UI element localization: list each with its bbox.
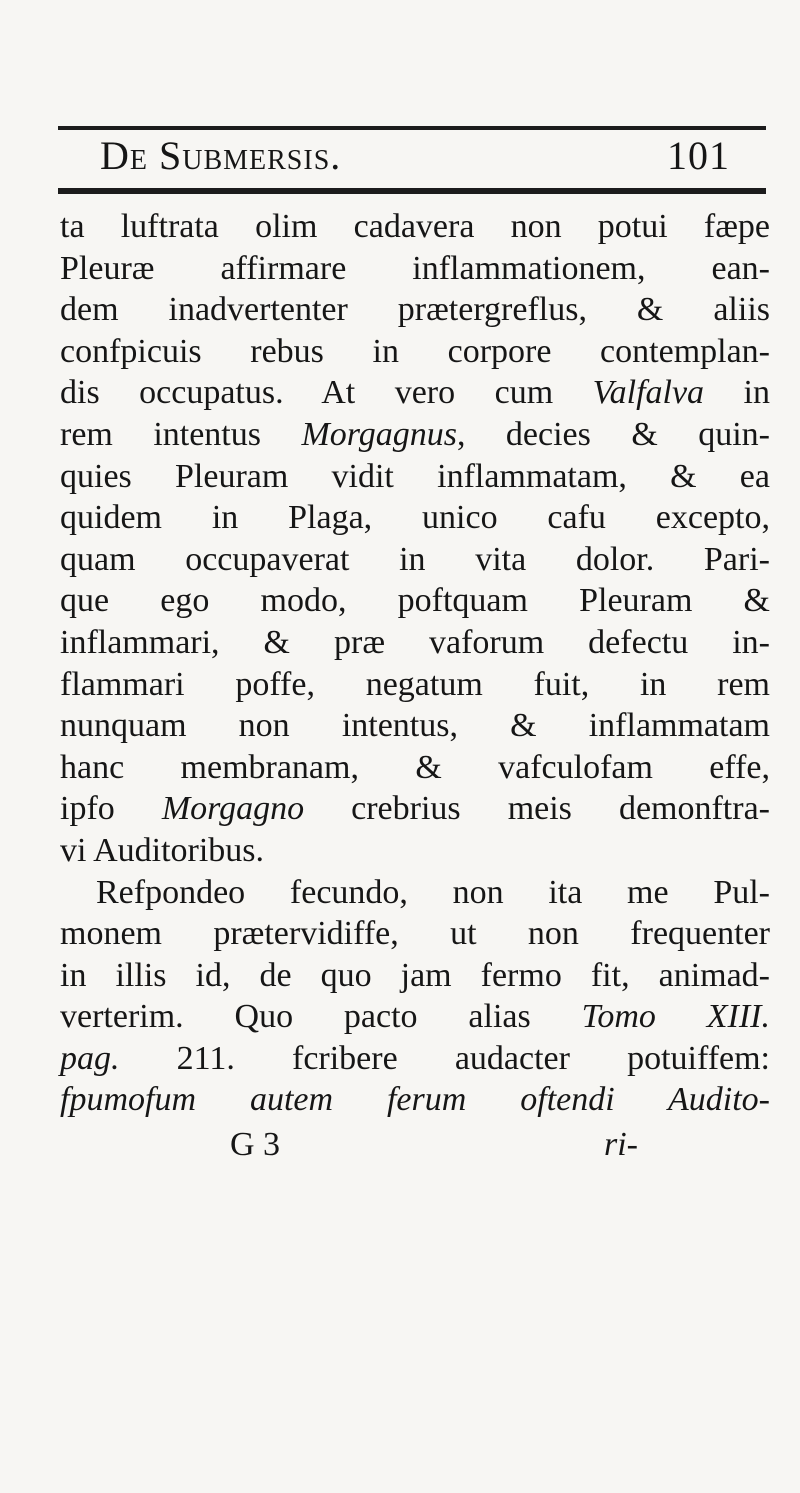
- running-title: De Submersis.: [100, 133, 342, 178]
- italic-reference: Tomo XIII.: [581, 998, 771, 1036]
- italic-name: Morgagnus: [301, 415, 457, 453]
- italic-quotation: fpumofum autem ferum oftendi Audito-: [60, 1081, 770, 1119]
- text-line: que ego modo, poftquam Pleuram &: [60, 582, 770, 620]
- text-line: hanc membranam, & vafculofam effe,: [60, 748, 770, 786]
- text-line: pag. 211. fcribere audacter potuiffem:: [60, 1039, 770, 1077]
- text-line: vi Auditoribus.: [60, 831, 265, 869]
- catchword: ri-: [604, 1126, 638, 1163]
- header-rule-top: [58, 126, 766, 130]
- text-line: dem inadvertenter prætergreflus, & aliis: [60, 291, 770, 329]
- italic-name: Morgagno: [161, 790, 305, 828]
- text-line: ta luftrata olim cadavera non potui fæpe: [60, 208, 770, 245]
- text-line: Refpondeo fecundo, non ita me Pul-: [96, 873, 770, 911]
- text-line: flammari poffe, negatum fuit, in rem: [60, 665, 770, 703]
- text-line: in illis id, de quo jam fermo fit, animad-: [60, 956, 770, 994]
- italic-name: Valfalva: [592, 374, 705, 412]
- header-rule-bottom: [58, 188, 766, 194]
- text-line: quies Pleuram vidit inflammatam, & ea: [60, 457, 770, 495]
- text-line: verterim. Quo pacto alias Tomo XIII.: [60, 998, 771, 1036]
- signature-mark: G 3: [230, 1126, 281, 1163]
- text-line: ipfo Morgagno crebrius meis demonftra-: [60, 790, 770, 828]
- running-head: [100, 132, 730, 186]
- text-line: Pleuræ affirmare inflammationem, ean-: [60, 249, 770, 287]
- text-line: inflammari, & præ vaforum defectu in-: [60, 623, 770, 661]
- text-line: dis occupatus. At vero cum Valfalva in: [60, 374, 770, 412]
- text-line: monem prætervidiffe, ut non frequenter: [60, 915, 770, 953]
- text-line: [60, 1079, 770, 1121]
- body-text: [60, 206, 770, 1121]
- text-line: nunquam non intentus, & inflammatam: [60, 707, 770, 745]
- text-line: confpicuis rebus in corpore contemplan-: [60, 332, 770, 370]
- italic-reference: pag.: [60, 1039, 120, 1077]
- text-line: rem intentus Morgagnus, decies & quin-: [60, 415, 770, 453]
- page-number: 101: [667, 133, 730, 178]
- text-line: quam occupaverat in vita dolor. Pari-: [60, 540, 770, 578]
- text-line: quidem in Plaga, unico cafu excepto,: [60, 499, 770, 537]
